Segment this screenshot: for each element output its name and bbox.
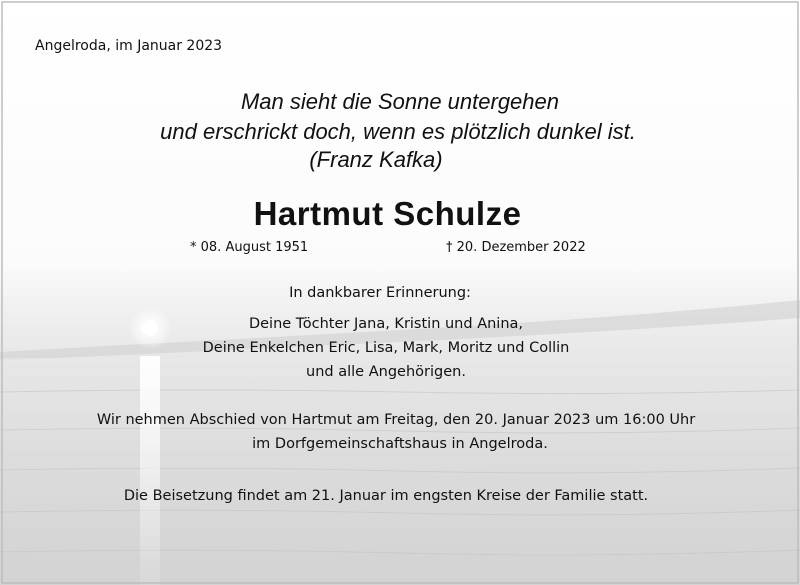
mourners-line-3: und alle Angehörigen. (306, 364, 466, 380)
farewell-line-1: Wir nehmen Abschied von Hartmut am Freitag, den 20. Januar 2023 um 16:00 Uhr (96, 412, 696, 428)
deceased-name: Hartmut Schulze (253, 195, 522, 232)
farewell-line-2: im Dorfgemeinschaftshaus in Angelroda. (252, 436, 548, 452)
birth-date: * 08. August 1951 (190, 240, 309, 255)
place-and-date: Angelroda, im Januar 2023 (35, 38, 223, 54)
quote-author: (Franz Kafka) (309, 147, 443, 172)
death-date: † 20. Dezember 2022 (446, 240, 586, 255)
sun-reflection (140, 356, 160, 585)
remembrance-intro: In dankbarer Erinnerung: (289, 285, 471, 301)
quote-line-2: und erschrickt doch, wenn es plötzlich dunkel ist. (160, 119, 636, 144)
quote-line-1: Man sieht die Sonne untergehen (240, 89, 559, 114)
mourners-line-2: Deine Enkelchen Eric, Lisa, Mark, Moritz und Collin (202, 340, 570, 356)
mourners-line-1: Deine Töchter Jana, Kristin und Anina, (248, 316, 524, 332)
burial-note: Die Beisetzung findet am 21. Januar im engsten Kreise der Familie statt. (123, 488, 649, 504)
